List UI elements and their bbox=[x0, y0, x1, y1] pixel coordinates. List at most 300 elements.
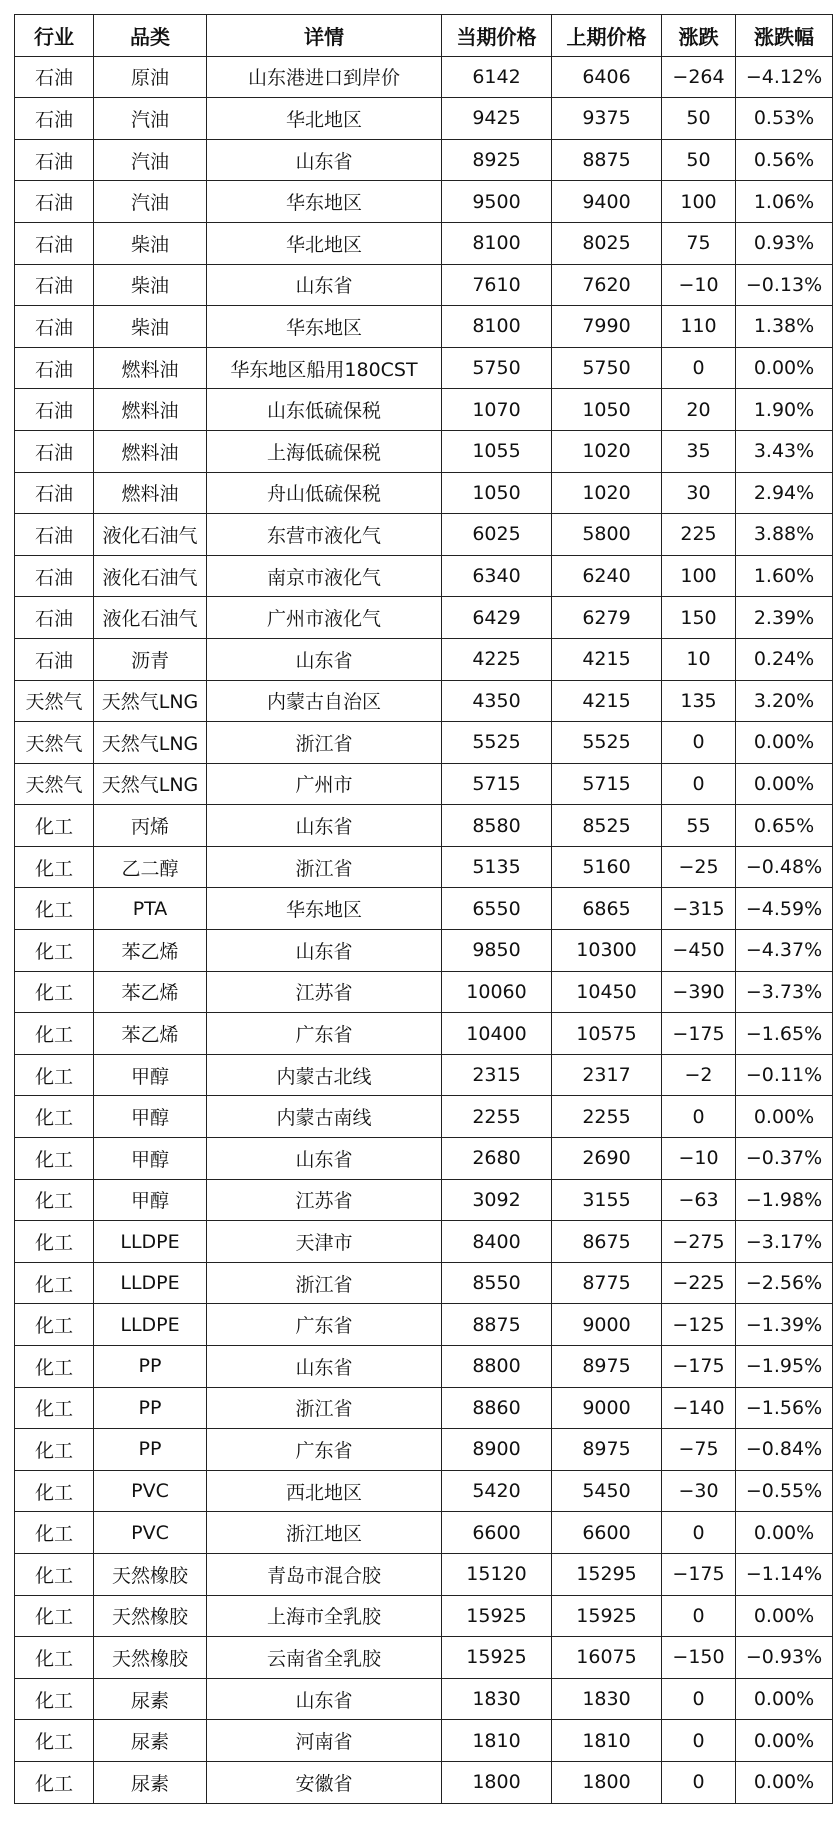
cell-category: 苯乙烯 bbox=[94, 1013, 207, 1055]
cell-industry: 化工 bbox=[15, 1096, 94, 1138]
cell-details: 华北地区 bbox=[207, 98, 442, 140]
cell-details: 青岛市混合胶 bbox=[207, 1553, 442, 1595]
cell-change-percent: 0.00% bbox=[736, 763, 833, 805]
cell-details: 广东省 bbox=[207, 1304, 442, 1346]
cell-category: 原油 bbox=[94, 56, 207, 98]
cell-industry: 化工 bbox=[15, 1138, 94, 1180]
cell-category: LLDPE bbox=[94, 1304, 207, 1346]
table-row bbox=[15, 1595, 833, 1637]
cell-industry: 化工 bbox=[15, 1221, 94, 1263]
cell-change: −25 bbox=[662, 846, 736, 888]
table-row bbox=[15, 1429, 833, 1471]
cell-previous-price: 3155 bbox=[552, 1179, 662, 1221]
cell-change-percent: 0.53% bbox=[736, 98, 833, 140]
cell-previous-price: 5160 bbox=[552, 846, 662, 888]
table-row bbox=[15, 1553, 833, 1595]
cell-details: 华东地区船用180CST bbox=[207, 347, 442, 389]
cell-category: 柴油 bbox=[94, 264, 207, 306]
cell-change: −390 bbox=[662, 971, 736, 1013]
cell-previous-price: 10450 bbox=[552, 971, 662, 1013]
cell-change-percent: 0.00% bbox=[736, 347, 833, 389]
cell-details: 南京市液化气 bbox=[207, 555, 442, 597]
cell-change-percent: 3.88% bbox=[736, 514, 833, 556]
cell-current-price: 8900 bbox=[442, 1429, 552, 1471]
cell-change-percent: 0.00% bbox=[736, 1512, 833, 1554]
cell-details: 西北地区 bbox=[207, 1470, 442, 1512]
cell-details: 华东地区 bbox=[207, 306, 442, 348]
cell-industry: 天然气 bbox=[15, 680, 94, 722]
cell-change-percent: 0.00% bbox=[736, 1761, 833, 1803]
table-row bbox=[15, 347, 833, 389]
cell-current-price: 5715 bbox=[442, 763, 552, 805]
cell-previous-price: 16075 bbox=[552, 1637, 662, 1679]
cell-previous-price: 9375 bbox=[552, 98, 662, 140]
cell-previous-price: 7990 bbox=[552, 306, 662, 348]
cell-details: 山东省 bbox=[207, 1138, 442, 1180]
cell-category: 尿素 bbox=[94, 1761, 207, 1803]
table-row bbox=[15, 1720, 833, 1762]
cell-current-price: 15925 bbox=[442, 1595, 552, 1637]
cell-category: 汽油 bbox=[94, 139, 207, 181]
table-row bbox=[15, 264, 833, 306]
table-row bbox=[15, 139, 833, 181]
cell-change-percent: −4.12% bbox=[736, 56, 833, 98]
cell-previous-price: 1800 bbox=[552, 1761, 662, 1803]
cell-category: 苯乙烯 bbox=[94, 930, 207, 972]
cell-change: −264 bbox=[662, 56, 736, 98]
cell-current-price: 8875 bbox=[442, 1304, 552, 1346]
cell-previous-price: 1810 bbox=[552, 1720, 662, 1762]
cell-previous-price: 1830 bbox=[552, 1678, 662, 1720]
cell-details: 浙江省 bbox=[207, 1387, 442, 1429]
cell-previous-price: 5800 bbox=[552, 514, 662, 556]
cell-industry: 石油 bbox=[15, 347, 94, 389]
cell-change-percent: −1.98% bbox=[736, 1179, 833, 1221]
cell-previous-price: 5715 bbox=[552, 763, 662, 805]
cell-details: 内蒙古自治区 bbox=[207, 680, 442, 722]
price-table-container bbox=[14, 14, 833, 1804]
cell-details: 浙江省 bbox=[207, 846, 442, 888]
cell-category: LLDPE bbox=[94, 1221, 207, 1263]
cell-change: −10 bbox=[662, 264, 736, 306]
cell-previous-price: 1020 bbox=[552, 472, 662, 514]
cell-change: 110 bbox=[662, 306, 736, 348]
cell-industry: 化工 bbox=[15, 1595, 94, 1637]
table-row bbox=[15, 56, 833, 98]
cell-details: 广东省 bbox=[207, 1013, 442, 1055]
cell-industry: 化工 bbox=[15, 1512, 94, 1554]
cell-change: 35 bbox=[662, 430, 736, 472]
cell-change-percent: 0.00% bbox=[736, 1595, 833, 1637]
cell-change-percent: 0.00% bbox=[736, 1678, 833, 1720]
cell-change: −30 bbox=[662, 1470, 736, 1512]
cell-current-price: 7610 bbox=[442, 264, 552, 306]
cell-current-price: 2315 bbox=[442, 1054, 552, 1096]
cell-change-percent: 0.56% bbox=[736, 139, 833, 181]
cell-current-price: 2680 bbox=[442, 1138, 552, 1180]
cell-change: 0 bbox=[662, 722, 736, 764]
cell-previous-price: 6240 bbox=[552, 555, 662, 597]
cell-current-price: 1050 bbox=[442, 472, 552, 514]
cell-details: 浙江省 bbox=[207, 722, 442, 764]
table-row bbox=[15, 98, 833, 140]
cell-current-price: 8400 bbox=[442, 1221, 552, 1263]
cell-previous-price: 1050 bbox=[552, 389, 662, 431]
cell-details: 山东省 bbox=[207, 139, 442, 181]
cell-change-percent: −1.65% bbox=[736, 1013, 833, 1055]
table-row bbox=[15, 1054, 833, 1096]
cell-current-price: 6550 bbox=[442, 888, 552, 930]
cell-category: 尿素 bbox=[94, 1678, 207, 1720]
cell-industry: 化工 bbox=[15, 1678, 94, 1720]
price-table bbox=[14, 14, 833, 1804]
cell-industry: 化工 bbox=[15, 1387, 94, 1429]
cell-change: 135 bbox=[662, 680, 736, 722]
cell-category: PP bbox=[94, 1429, 207, 1471]
cell-change: 0 bbox=[662, 763, 736, 805]
table-row bbox=[15, 306, 833, 348]
cell-current-price: 3092 bbox=[442, 1179, 552, 1221]
cell-industry: 石油 bbox=[15, 638, 94, 680]
cell-previous-price: 8975 bbox=[552, 1429, 662, 1471]
cell-current-price: 2255 bbox=[442, 1096, 552, 1138]
header-details: 详情 bbox=[207, 15, 442, 57]
cell-change: −63 bbox=[662, 1179, 736, 1221]
cell-current-price: 6600 bbox=[442, 1512, 552, 1554]
header-previous-price: 上期价格 bbox=[552, 15, 662, 57]
cell-current-price: 10060 bbox=[442, 971, 552, 1013]
cell-industry: 化工 bbox=[15, 805, 94, 847]
cell-industry: 化工 bbox=[15, 1429, 94, 1471]
cell-details: 山东省 bbox=[207, 638, 442, 680]
cell-category: 甲醇 bbox=[94, 1179, 207, 1221]
cell-change: 0 bbox=[662, 1678, 736, 1720]
cell-current-price: 4225 bbox=[442, 638, 552, 680]
cell-details: 华东地区 bbox=[207, 181, 442, 223]
cell-previous-price: 2690 bbox=[552, 1138, 662, 1180]
table-row bbox=[15, 930, 833, 972]
cell-category: 液化石油气 bbox=[94, 597, 207, 639]
cell-change-percent: 2.94% bbox=[736, 472, 833, 514]
cell-category: 燃料油 bbox=[94, 472, 207, 514]
cell-industry: 化工 bbox=[15, 1262, 94, 1304]
cell-change-percent: −0.37% bbox=[736, 1138, 833, 1180]
cell-category: LLDPE bbox=[94, 1262, 207, 1304]
cell-change-percent: −2.56% bbox=[736, 1262, 833, 1304]
cell-previous-price: 15295 bbox=[552, 1553, 662, 1595]
table-row bbox=[15, 1470, 833, 1512]
cell-current-price: 8580 bbox=[442, 805, 552, 847]
cell-change: 0 bbox=[662, 347, 736, 389]
cell-details: 山东省 bbox=[207, 805, 442, 847]
header-category: 品类 bbox=[94, 15, 207, 57]
cell-change-percent: 0.00% bbox=[736, 722, 833, 764]
cell-current-price: 4350 bbox=[442, 680, 552, 722]
cell-change: 0 bbox=[662, 1761, 736, 1803]
cell-current-price: 5420 bbox=[442, 1470, 552, 1512]
cell-change: 20 bbox=[662, 389, 736, 431]
cell-change: 0 bbox=[662, 1512, 736, 1554]
cell-previous-price: 1020 bbox=[552, 430, 662, 472]
cell-current-price: 15925 bbox=[442, 1637, 552, 1679]
cell-change-percent: −1.95% bbox=[736, 1346, 833, 1388]
cell-category: 燃料油 bbox=[94, 389, 207, 431]
cell-change: −175 bbox=[662, 1346, 736, 1388]
cell-current-price: 8100 bbox=[442, 306, 552, 348]
cell-category: 甲醇 bbox=[94, 1054, 207, 1096]
cell-current-price: 1830 bbox=[442, 1678, 552, 1720]
cell-details: 广东省 bbox=[207, 1429, 442, 1471]
cell-change-percent: 1.06% bbox=[736, 181, 833, 223]
cell-industry: 石油 bbox=[15, 264, 94, 306]
cell-industry: 化工 bbox=[15, 846, 94, 888]
cell-change: 0 bbox=[662, 1096, 736, 1138]
cell-previous-price: 8875 bbox=[552, 139, 662, 181]
cell-change-percent: 1.38% bbox=[736, 306, 833, 348]
table-row bbox=[15, 597, 833, 639]
cell-industry: 石油 bbox=[15, 514, 94, 556]
cell-industry: 化工 bbox=[15, 1553, 94, 1595]
cell-current-price: 6025 bbox=[442, 514, 552, 556]
cell-current-price: 1800 bbox=[442, 1761, 552, 1803]
cell-current-price: 8925 bbox=[442, 139, 552, 181]
cell-industry: 化工 bbox=[15, 930, 94, 972]
cell-previous-price: 9000 bbox=[552, 1304, 662, 1346]
cell-current-price: 10400 bbox=[442, 1013, 552, 1055]
cell-category: 液化石油气 bbox=[94, 555, 207, 597]
cell-change: 0 bbox=[662, 1595, 736, 1637]
cell-current-price: 1810 bbox=[442, 1720, 552, 1762]
cell-category: 液化石油气 bbox=[94, 514, 207, 556]
cell-change: −150 bbox=[662, 1637, 736, 1679]
cell-previous-price: 2255 bbox=[552, 1096, 662, 1138]
table-row bbox=[15, 888, 833, 930]
table-row bbox=[15, 1221, 833, 1263]
header-change-percent: 涨跌幅 bbox=[736, 15, 833, 57]
cell-change-percent: −1.56% bbox=[736, 1387, 833, 1429]
cell-change-percent: −3.17% bbox=[736, 1221, 833, 1263]
cell-previous-price: 6279 bbox=[552, 597, 662, 639]
cell-category: PVC bbox=[94, 1512, 207, 1554]
cell-industry: 石油 bbox=[15, 98, 94, 140]
cell-previous-price: 6600 bbox=[552, 1512, 662, 1554]
cell-details: 山东低硫保税 bbox=[207, 389, 442, 431]
cell-details: 江苏省 bbox=[207, 1179, 442, 1221]
header-current-price: 当期价格 bbox=[442, 15, 552, 57]
cell-change: 0 bbox=[662, 1720, 736, 1762]
cell-change: −10 bbox=[662, 1138, 736, 1180]
cell-change: 10 bbox=[662, 638, 736, 680]
cell-industry: 化工 bbox=[15, 888, 94, 930]
table-row bbox=[15, 1138, 833, 1180]
table-row bbox=[15, 846, 833, 888]
cell-change-percent: 1.60% bbox=[736, 555, 833, 597]
cell-industry: 化工 bbox=[15, 1761, 94, 1803]
cell-industry: 石油 bbox=[15, 181, 94, 223]
cell-change-percent: −3.73% bbox=[736, 971, 833, 1013]
table-row bbox=[15, 1387, 833, 1429]
cell-change: 50 bbox=[662, 98, 736, 140]
cell-change: 30 bbox=[662, 472, 736, 514]
cell-previous-price: 8675 bbox=[552, 1221, 662, 1263]
cell-previous-price: 5525 bbox=[552, 722, 662, 764]
cell-current-price: 8550 bbox=[442, 1262, 552, 1304]
cell-current-price: 1055 bbox=[442, 430, 552, 472]
cell-details: 浙江地区 bbox=[207, 1512, 442, 1554]
cell-category: 天然气LNG bbox=[94, 763, 207, 805]
cell-industry: 石油 bbox=[15, 430, 94, 472]
cell-change-percent: 0.65% bbox=[736, 805, 833, 847]
cell-current-price: 8100 bbox=[442, 222, 552, 264]
cell-previous-price: 5750 bbox=[552, 347, 662, 389]
table-row bbox=[15, 430, 833, 472]
cell-industry: 化工 bbox=[15, 1304, 94, 1346]
cell-previous-price: 4215 bbox=[552, 680, 662, 722]
table-row bbox=[15, 1096, 833, 1138]
cell-category: 丙烯 bbox=[94, 805, 207, 847]
cell-change: −175 bbox=[662, 1553, 736, 1595]
cell-change-percent: 3.20% bbox=[736, 680, 833, 722]
cell-change: −315 bbox=[662, 888, 736, 930]
cell-current-price: 15120 bbox=[442, 1553, 552, 1595]
cell-current-price: 6429 bbox=[442, 597, 552, 639]
cell-industry: 化工 bbox=[15, 1720, 94, 1762]
cell-category: 汽油 bbox=[94, 98, 207, 140]
cell-category: 燃料油 bbox=[94, 430, 207, 472]
cell-industry: 化工 bbox=[15, 1054, 94, 1096]
cell-details: 内蒙古南线 bbox=[207, 1096, 442, 1138]
cell-change: −75 bbox=[662, 1429, 736, 1471]
table-row bbox=[15, 1013, 833, 1055]
cell-industry: 石油 bbox=[15, 139, 94, 181]
cell-previous-price: 8025 bbox=[552, 222, 662, 264]
cell-change: 225 bbox=[662, 514, 736, 556]
cell-category: 苯乙烯 bbox=[94, 971, 207, 1013]
table-row bbox=[15, 1262, 833, 1304]
cell-change: −175 bbox=[662, 1013, 736, 1055]
cell-change-percent: −0.55% bbox=[736, 1470, 833, 1512]
table-row bbox=[15, 805, 833, 847]
cell-details: 内蒙古北线 bbox=[207, 1054, 442, 1096]
cell-current-price: 5525 bbox=[442, 722, 552, 764]
cell-category: 尿素 bbox=[94, 1720, 207, 1762]
cell-details: 山东省 bbox=[207, 930, 442, 972]
cell-category: PP bbox=[94, 1346, 207, 1388]
cell-industry: 石油 bbox=[15, 56, 94, 98]
cell-previous-price: 9000 bbox=[552, 1387, 662, 1429]
table-row bbox=[15, 514, 833, 556]
cell-category: 甲醇 bbox=[94, 1096, 207, 1138]
table-body bbox=[15, 56, 833, 1803]
cell-previous-price: 7620 bbox=[552, 264, 662, 306]
table-row bbox=[15, 1761, 833, 1803]
cell-current-price: 9500 bbox=[442, 181, 552, 223]
cell-details: 江苏省 bbox=[207, 971, 442, 1013]
cell-change-percent: −1.39% bbox=[736, 1304, 833, 1346]
table-row bbox=[15, 222, 833, 264]
cell-change: −140 bbox=[662, 1387, 736, 1429]
cell-industry: 化工 bbox=[15, 1179, 94, 1221]
table-row bbox=[15, 1512, 833, 1554]
cell-change-percent: −0.48% bbox=[736, 846, 833, 888]
cell-industry: 石油 bbox=[15, 222, 94, 264]
cell-category: 燃料油 bbox=[94, 347, 207, 389]
cell-category: 天然气LNG bbox=[94, 680, 207, 722]
cell-change-percent: −0.84% bbox=[736, 1429, 833, 1471]
cell-industry: 石油 bbox=[15, 472, 94, 514]
cell-category: 汽油 bbox=[94, 181, 207, 223]
cell-current-price: 5750 bbox=[442, 347, 552, 389]
cell-category: 柴油 bbox=[94, 222, 207, 264]
cell-industry: 石油 bbox=[15, 555, 94, 597]
cell-industry: 石油 bbox=[15, 597, 94, 639]
header-industry: 行业 bbox=[15, 15, 94, 57]
cell-category: 天然橡胶 bbox=[94, 1595, 207, 1637]
header-change: 涨跌 bbox=[662, 15, 736, 57]
table-row bbox=[15, 1179, 833, 1221]
cell-category: PTA bbox=[94, 888, 207, 930]
cell-previous-price: 8525 bbox=[552, 805, 662, 847]
cell-previous-price: 5450 bbox=[552, 1470, 662, 1512]
table-row bbox=[15, 389, 833, 431]
cell-category: 天然橡胶 bbox=[94, 1553, 207, 1595]
cell-change-percent: −4.37% bbox=[736, 930, 833, 972]
cell-category: 沥青 bbox=[94, 638, 207, 680]
cell-change: 55 bbox=[662, 805, 736, 847]
cell-details: 华东地区 bbox=[207, 888, 442, 930]
table-row bbox=[15, 555, 833, 597]
cell-previous-price: 4215 bbox=[552, 638, 662, 680]
cell-current-price: 9850 bbox=[442, 930, 552, 972]
cell-change: −125 bbox=[662, 1304, 736, 1346]
cell-previous-price: 2317 bbox=[552, 1054, 662, 1096]
table-row bbox=[15, 680, 833, 722]
cell-previous-price: 10300 bbox=[552, 930, 662, 972]
cell-change: −2 bbox=[662, 1054, 736, 1096]
cell-change-percent: 0.24% bbox=[736, 638, 833, 680]
cell-current-price: 6340 bbox=[442, 555, 552, 597]
cell-previous-price: 15925 bbox=[552, 1595, 662, 1637]
cell-category: 甲醇 bbox=[94, 1138, 207, 1180]
cell-change: 75 bbox=[662, 222, 736, 264]
cell-category: 乙二醇 bbox=[94, 846, 207, 888]
cell-current-price: 8860 bbox=[442, 1387, 552, 1429]
cell-details: 山东省 bbox=[207, 1678, 442, 1720]
cell-previous-price: 6406 bbox=[552, 56, 662, 98]
table-row bbox=[15, 1678, 833, 1720]
cell-change: 150 bbox=[662, 597, 736, 639]
cell-details: 华北地区 bbox=[207, 222, 442, 264]
cell-change-percent: 0.00% bbox=[736, 1096, 833, 1138]
table-header-row bbox=[15, 15, 833, 57]
cell-previous-price: 8975 bbox=[552, 1346, 662, 1388]
cell-change-percent: −1.14% bbox=[736, 1553, 833, 1595]
cell-details: 广州市液化气 bbox=[207, 597, 442, 639]
table-row bbox=[15, 1304, 833, 1346]
cell-change-percent: −0.13% bbox=[736, 264, 833, 306]
table-row bbox=[15, 763, 833, 805]
cell-change-percent: 0.00% bbox=[736, 1720, 833, 1762]
cell-current-price: 5135 bbox=[442, 846, 552, 888]
cell-industry: 化工 bbox=[15, 1013, 94, 1055]
cell-change-percent: −4.59% bbox=[736, 888, 833, 930]
table-row bbox=[15, 638, 833, 680]
cell-details: 安徽省 bbox=[207, 1761, 442, 1803]
cell-category: 柴油 bbox=[94, 306, 207, 348]
cell-current-price: 6142 bbox=[442, 56, 552, 98]
cell-industry: 化工 bbox=[15, 971, 94, 1013]
table-row bbox=[15, 1637, 833, 1679]
